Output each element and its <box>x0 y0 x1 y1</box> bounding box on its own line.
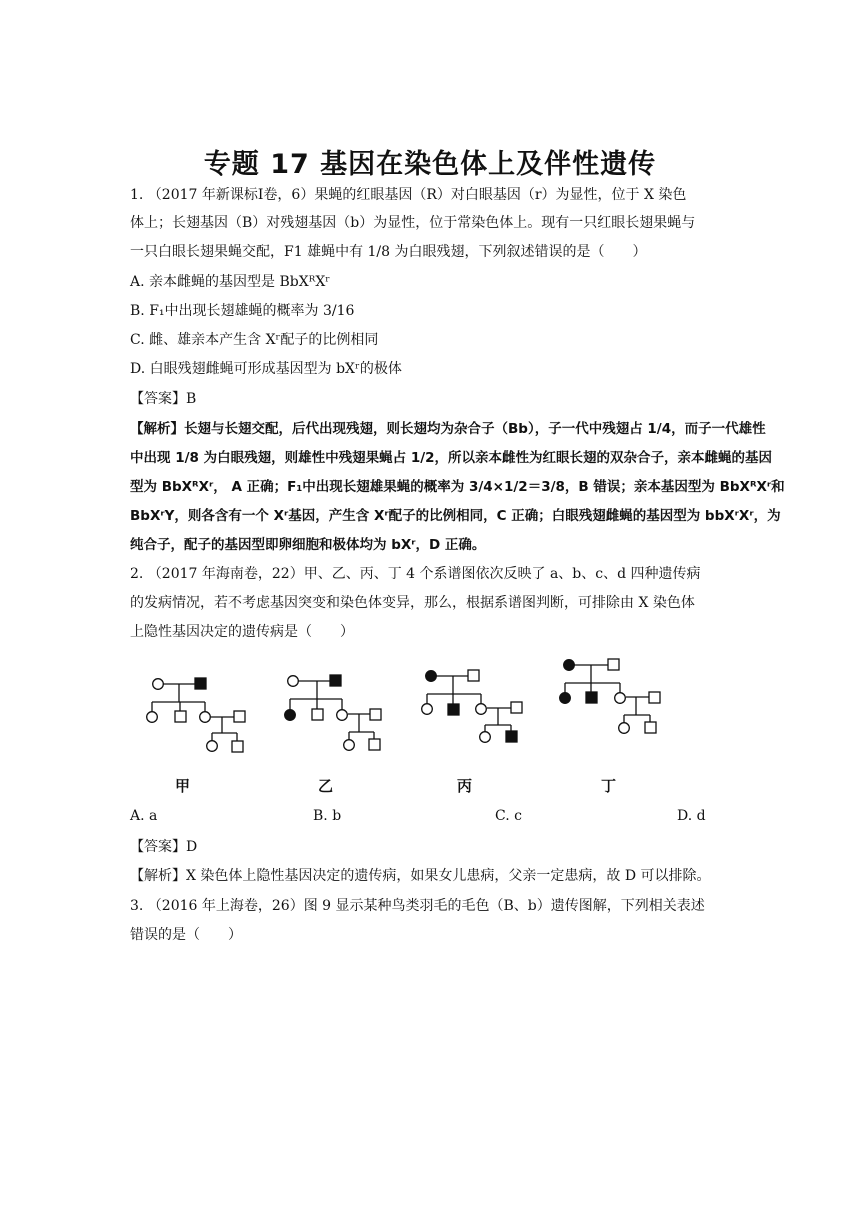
pedigree-affected-male-icon <box>195 678 206 689</box>
pedigree-affected-female-icon <box>285 710 296 721</box>
q3-stem-line-1: 3. （2016 年上海卷，26）图 9 显示某种鸟类羽毛的毛色（B、b）遗传图解，下列相关表述 <box>130 898 705 914</box>
pedigree-label-yi: 乙 <box>318 777 334 795</box>
pedigree-ding <box>560 659 660 733</box>
pedigree-affected-male-icon <box>506 731 517 742</box>
pedigree-female-icon <box>344 740 355 751</box>
pedigree-male-icon <box>234 711 245 722</box>
q1-stem-line-3: 一只白眼长翅果蝇交配，F1 雄蝇中有 1/8 为白眼残翅，下列叙述错误的是（ ） <box>130 244 647 260</box>
q2-option-a: A. a <box>130 808 158 824</box>
pedigree-female-icon <box>207 741 218 752</box>
q2-analysis: 【解析】X 染色体上隐性基因决定的遗传病，如果女儿患病，父亲一定患病，故 D 可以排除。 <box>130 868 711 884</box>
pedigree-affected-female-icon <box>560 693 571 704</box>
q2-stem-line-3: 上隐性基因决定的遗传病是（ ） <box>130 624 354 640</box>
q1-option-b: B. F₁中出现长翅雄蝇的概率为 3/16 <box>130 303 355 319</box>
q2-stem-line-1: 2. （2017 年海南卷，22）甲、乙、丙、丁 4 个系谱图依次反映了 a、b、c、d 四种遗传病 <box>130 566 701 582</box>
q2-stem-line-2: 的发病情况，若不考虑基因突变和染色体变异，那么，根据系谱图判断，可排除由 X 染色体 <box>130 595 695 611</box>
q1-analysis-line-2: 中出现 1/8 为白眼残翅，则雄性中残翅果蝇占 1/2，所以亲本雌性为红眼长翅的双杂合子，亲本雌蝇的基因 <box>130 450 773 466</box>
pedigree-male-icon <box>175 711 186 722</box>
pedigree-female-icon <box>422 704 433 715</box>
pedigree-male-icon <box>369 739 380 750</box>
pedigree-male-icon <box>649 692 660 703</box>
pedigree-male-icon <box>468 670 479 681</box>
pedigree-affected-male-icon <box>448 704 459 715</box>
q2-option-d: D. d <box>677 808 706 824</box>
pedigree-affected-male-icon <box>330 675 341 686</box>
pedigree-male-icon <box>370 709 381 720</box>
q1-analysis-line-5: 纯合子，配子的基因型即卵细胞和极体均为 bXʳ，D 正确。 <box>130 537 486 553</box>
pedigree-bing <box>422 670 522 742</box>
pedigree-female-icon <box>480 732 491 743</box>
pedigree-male-icon <box>608 659 619 670</box>
pedigree-female-icon <box>615 693 626 704</box>
q1-analysis-line-4: BbXʳY，则各含有一个 Xʳ基因，产生含 Xʳ配子的比例相同，C 正确；白眼残翅雌蝇的基因型为 bbXʳXʳ，为 <box>130 508 781 524</box>
pedigree-female-icon <box>337 710 348 721</box>
pedigree-female-icon <box>288 676 299 687</box>
pedigree-female-icon <box>476 704 487 715</box>
q1-analysis-line-1: 【解析】长翅与长翅交配，后代出现残翅，则长翅均为杂合子（Bb），子一代中残翅占 1/4，而子一代雄性 <box>130 421 766 437</box>
pedigree-female-icon <box>619 723 630 734</box>
q2-option-c: C. c <box>495 808 522 824</box>
pedigree-male-icon <box>645 722 656 733</box>
pedigree-label-ding: 丁 <box>601 777 617 795</box>
pedigree-affected-male-icon <box>586 692 597 703</box>
q3-stem-line-2: 错误的是（ ） <box>130 927 242 943</box>
pedigree-label-bing: 丙 <box>457 777 473 795</box>
pedigree-affected-female-icon <box>426 671 437 682</box>
pedigree-yi <box>285 675 381 750</box>
pedigree-male-icon <box>511 702 522 713</box>
q1-answer: 【答案】B <box>130 391 197 407</box>
pedigree-jia <box>147 678 245 752</box>
pedigree-male-icon <box>232 741 243 752</box>
q2-answer: 【答案】D <box>130 839 198 855</box>
pedigree-female-icon <box>153 679 164 690</box>
page-title: 专题 17 基因在染色体上及伴性遗传 <box>203 149 657 180</box>
q1-stem-line-2: 体上；长翅基因（B）对残翅基因（b）为显性，位于常染色体上。现有一只红眼长翅果蝇与 <box>130 215 696 231</box>
pedigree-label-jia: 甲 <box>175 777 191 795</box>
pedigree-male-icon <box>312 709 323 720</box>
q2-option-b: B. b <box>313 808 342 824</box>
q1-analysis-line-3: 型为 BbXᴿXʳ， A 正确；F₁中出现长翅雄果蝇的概率为 3/4×1/2＝3/8，B 错误；亲本基因型为 BbXᴿXʳ和 <box>130 479 785 495</box>
pedigree-female-icon <box>147 712 158 723</box>
q1-option-d: D. 白眼残翅雌蝇可形成基因型为 bXʳ的极体 <box>130 361 402 377</box>
pedigree-affected-female-icon <box>564 660 575 671</box>
q1-option-a: A. 亲本雌蝇的基因型是 BbXᴿXʳ <box>130 274 331 290</box>
q1-option-c: C. 雌、雄亲本产生含 Xʳ配子的比例相同 <box>130 332 379 348</box>
q1-stem-line-1: 1. （2017 年新课标Ⅰ卷，6）果蝇的红眼基因（R）对白眼基因（r）为显性，位于 X 染色 <box>130 187 687 203</box>
pedigree-female-icon <box>200 712 211 723</box>
